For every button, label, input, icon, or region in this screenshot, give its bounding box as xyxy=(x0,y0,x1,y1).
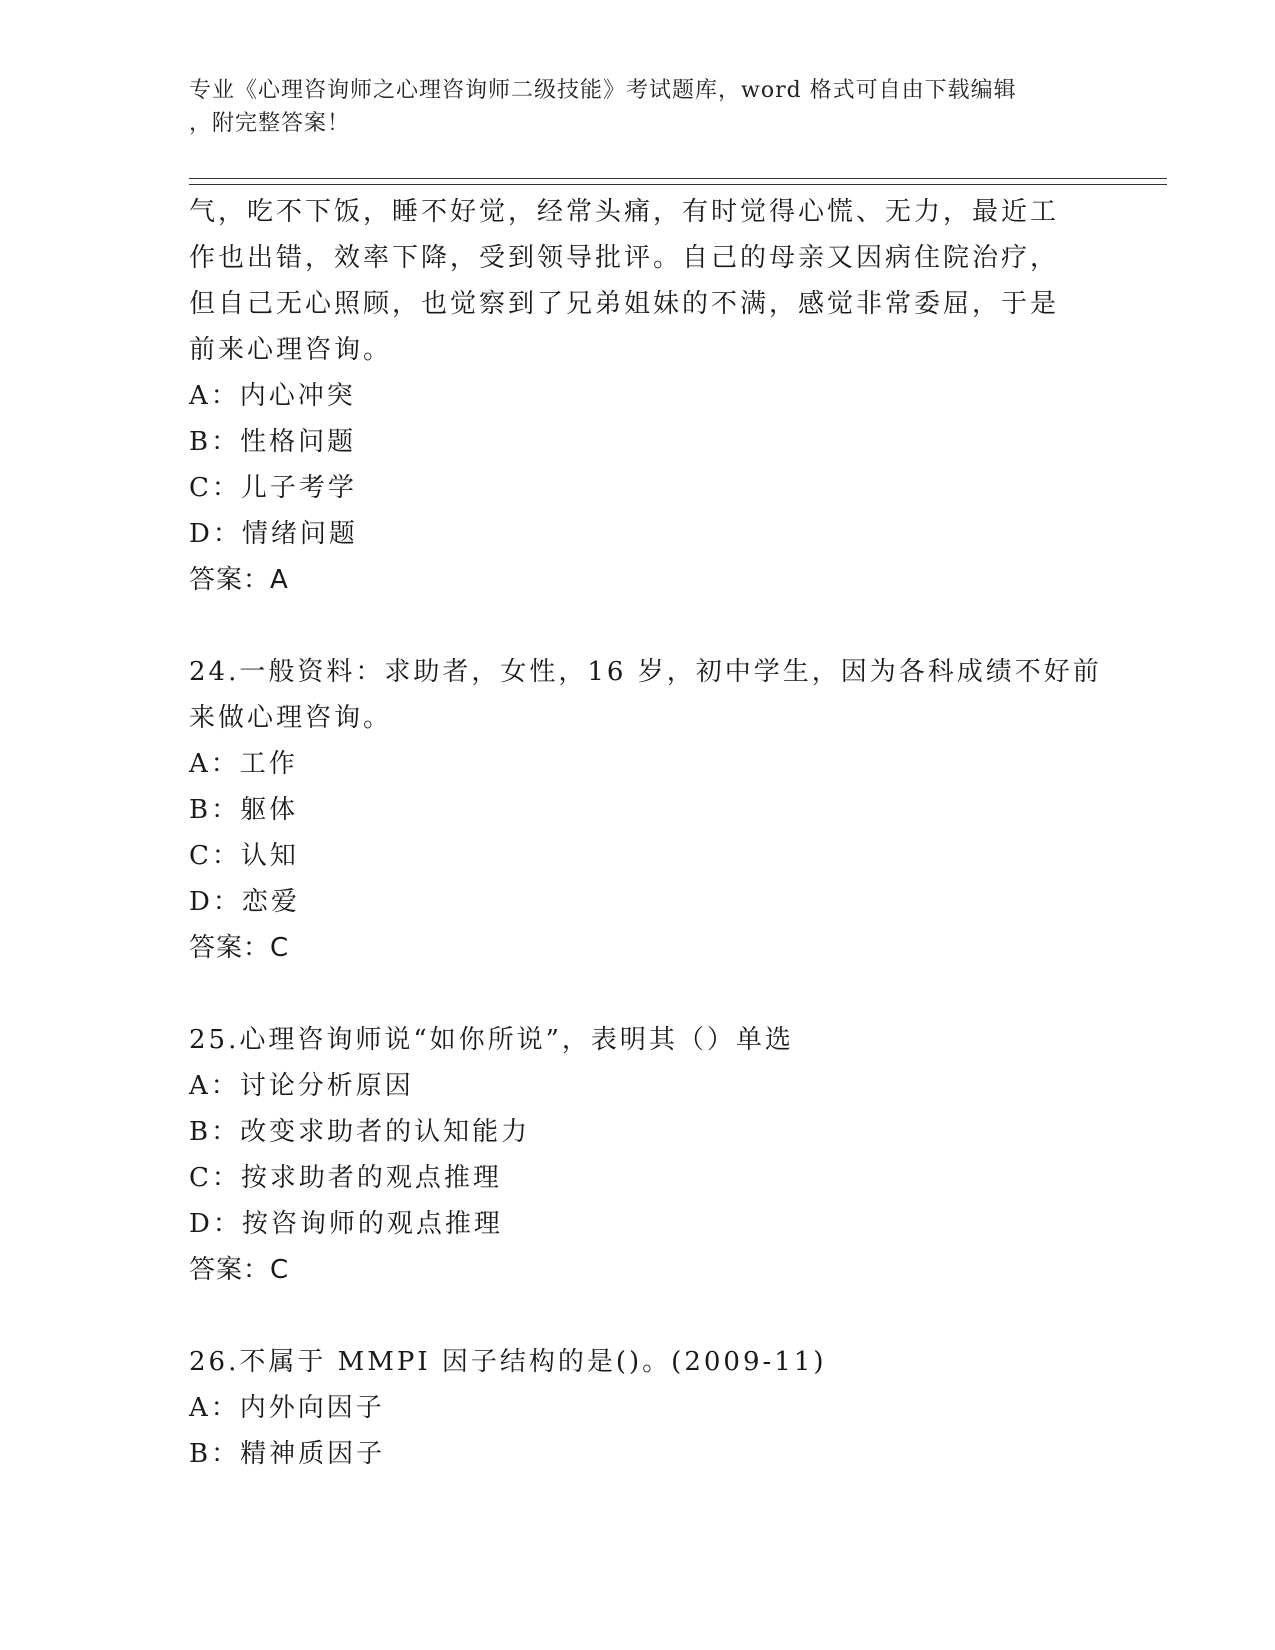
option-b: B：精神质因子 xyxy=(189,1439,386,1469)
spacer xyxy=(189,971,1089,1017)
option-b: B：躯体 xyxy=(189,795,299,825)
spacer xyxy=(189,1293,1089,1339)
header-title-line1: 专业《心理咨询师之心理咨询师二级技能》考试题库，word 格式可自由下载编辑 xyxy=(189,78,1017,103)
question-stem-line: 24.一般资料：求助者，女性，16 岁，初中学生，因为各科成绩不好前 xyxy=(189,657,1102,687)
question-stem-line: 作也出错，效率下降，受到领导批评。自己的母亲又因病住院治疗， xyxy=(189,243,1060,273)
answer-line: 答案：C xyxy=(189,933,290,963)
question-25 xyxy=(189,1017,1089,1293)
question-stem-line: 25.心理咨询师说“如你所说”，表明其（）单选 xyxy=(189,1025,794,1055)
option-a: A：内心冲突 xyxy=(189,381,356,411)
question-stem-line: 26.不属于 MMPI 因子结构的是()。(2009-11) xyxy=(189,1347,827,1377)
question-24 xyxy=(189,649,1102,971)
question-content xyxy=(189,189,1102,1477)
answer-line: 答案：C xyxy=(189,1255,290,1285)
header-rule-top xyxy=(189,178,1167,179)
answer-line: 答案：A xyxy=(189,565,289,595)
header-title-line2: ，附完整答案！ xyxy=(189,111,351,136)
option-d: D：恋爱 xyxy=(189,887,300,917)
option-a: A：内外向因子 xyxy=(189,1393,385,1423)
question-stem-line: 但自己无心照顾，也觉察到了兄弟姐妹的不满，感觉非常委屈，于是 xyxy=(189,289,1060,319)
option-b: B：性格问题 xyxy=(189,427,357,457)
header-rule-bottom xyxy=(189,184,1167,185)
question-stem-line: 气，吃不下饭，睡不好觉，经常头痛，有时觉得心慌、无力，最近工 xyxy=(189,197,1060,227)
question-26 xyxy=(189,1339,1089,1477)
option-c: C：认知 xyxy=(189,841,299,871)
option-a: A：讨论分析原因 xyxy=(189,1071,414,1101)
option-d: D：按咨询师的观点推理 xyxy=(189,1209,503,1239)
option-b: B：改变求助者的认知能力 xyxy=(189,1117,531,1147)
question-stem-line: 来做心理咨询。 xyxy=(189,703,393,733)
option-c: C：儿子考学 xyxy=(189,473,357,503)
question-stem-line: 前来心理咨询。 xyxy=(189,335,393,365)
option-d: D：情绪问题 xyxy=(189,519,358,549)
option-c: C：按求助者的观点推理 xyxy=(189,1163,502,1193)
option-a: A：工作 xyxy=(189,749,298,779)
document-header xyxy=(189,74,1069,140)
question-23 xyxy=(189,189,1089,603)
spacer xyxy=(189,603,1089,649)
